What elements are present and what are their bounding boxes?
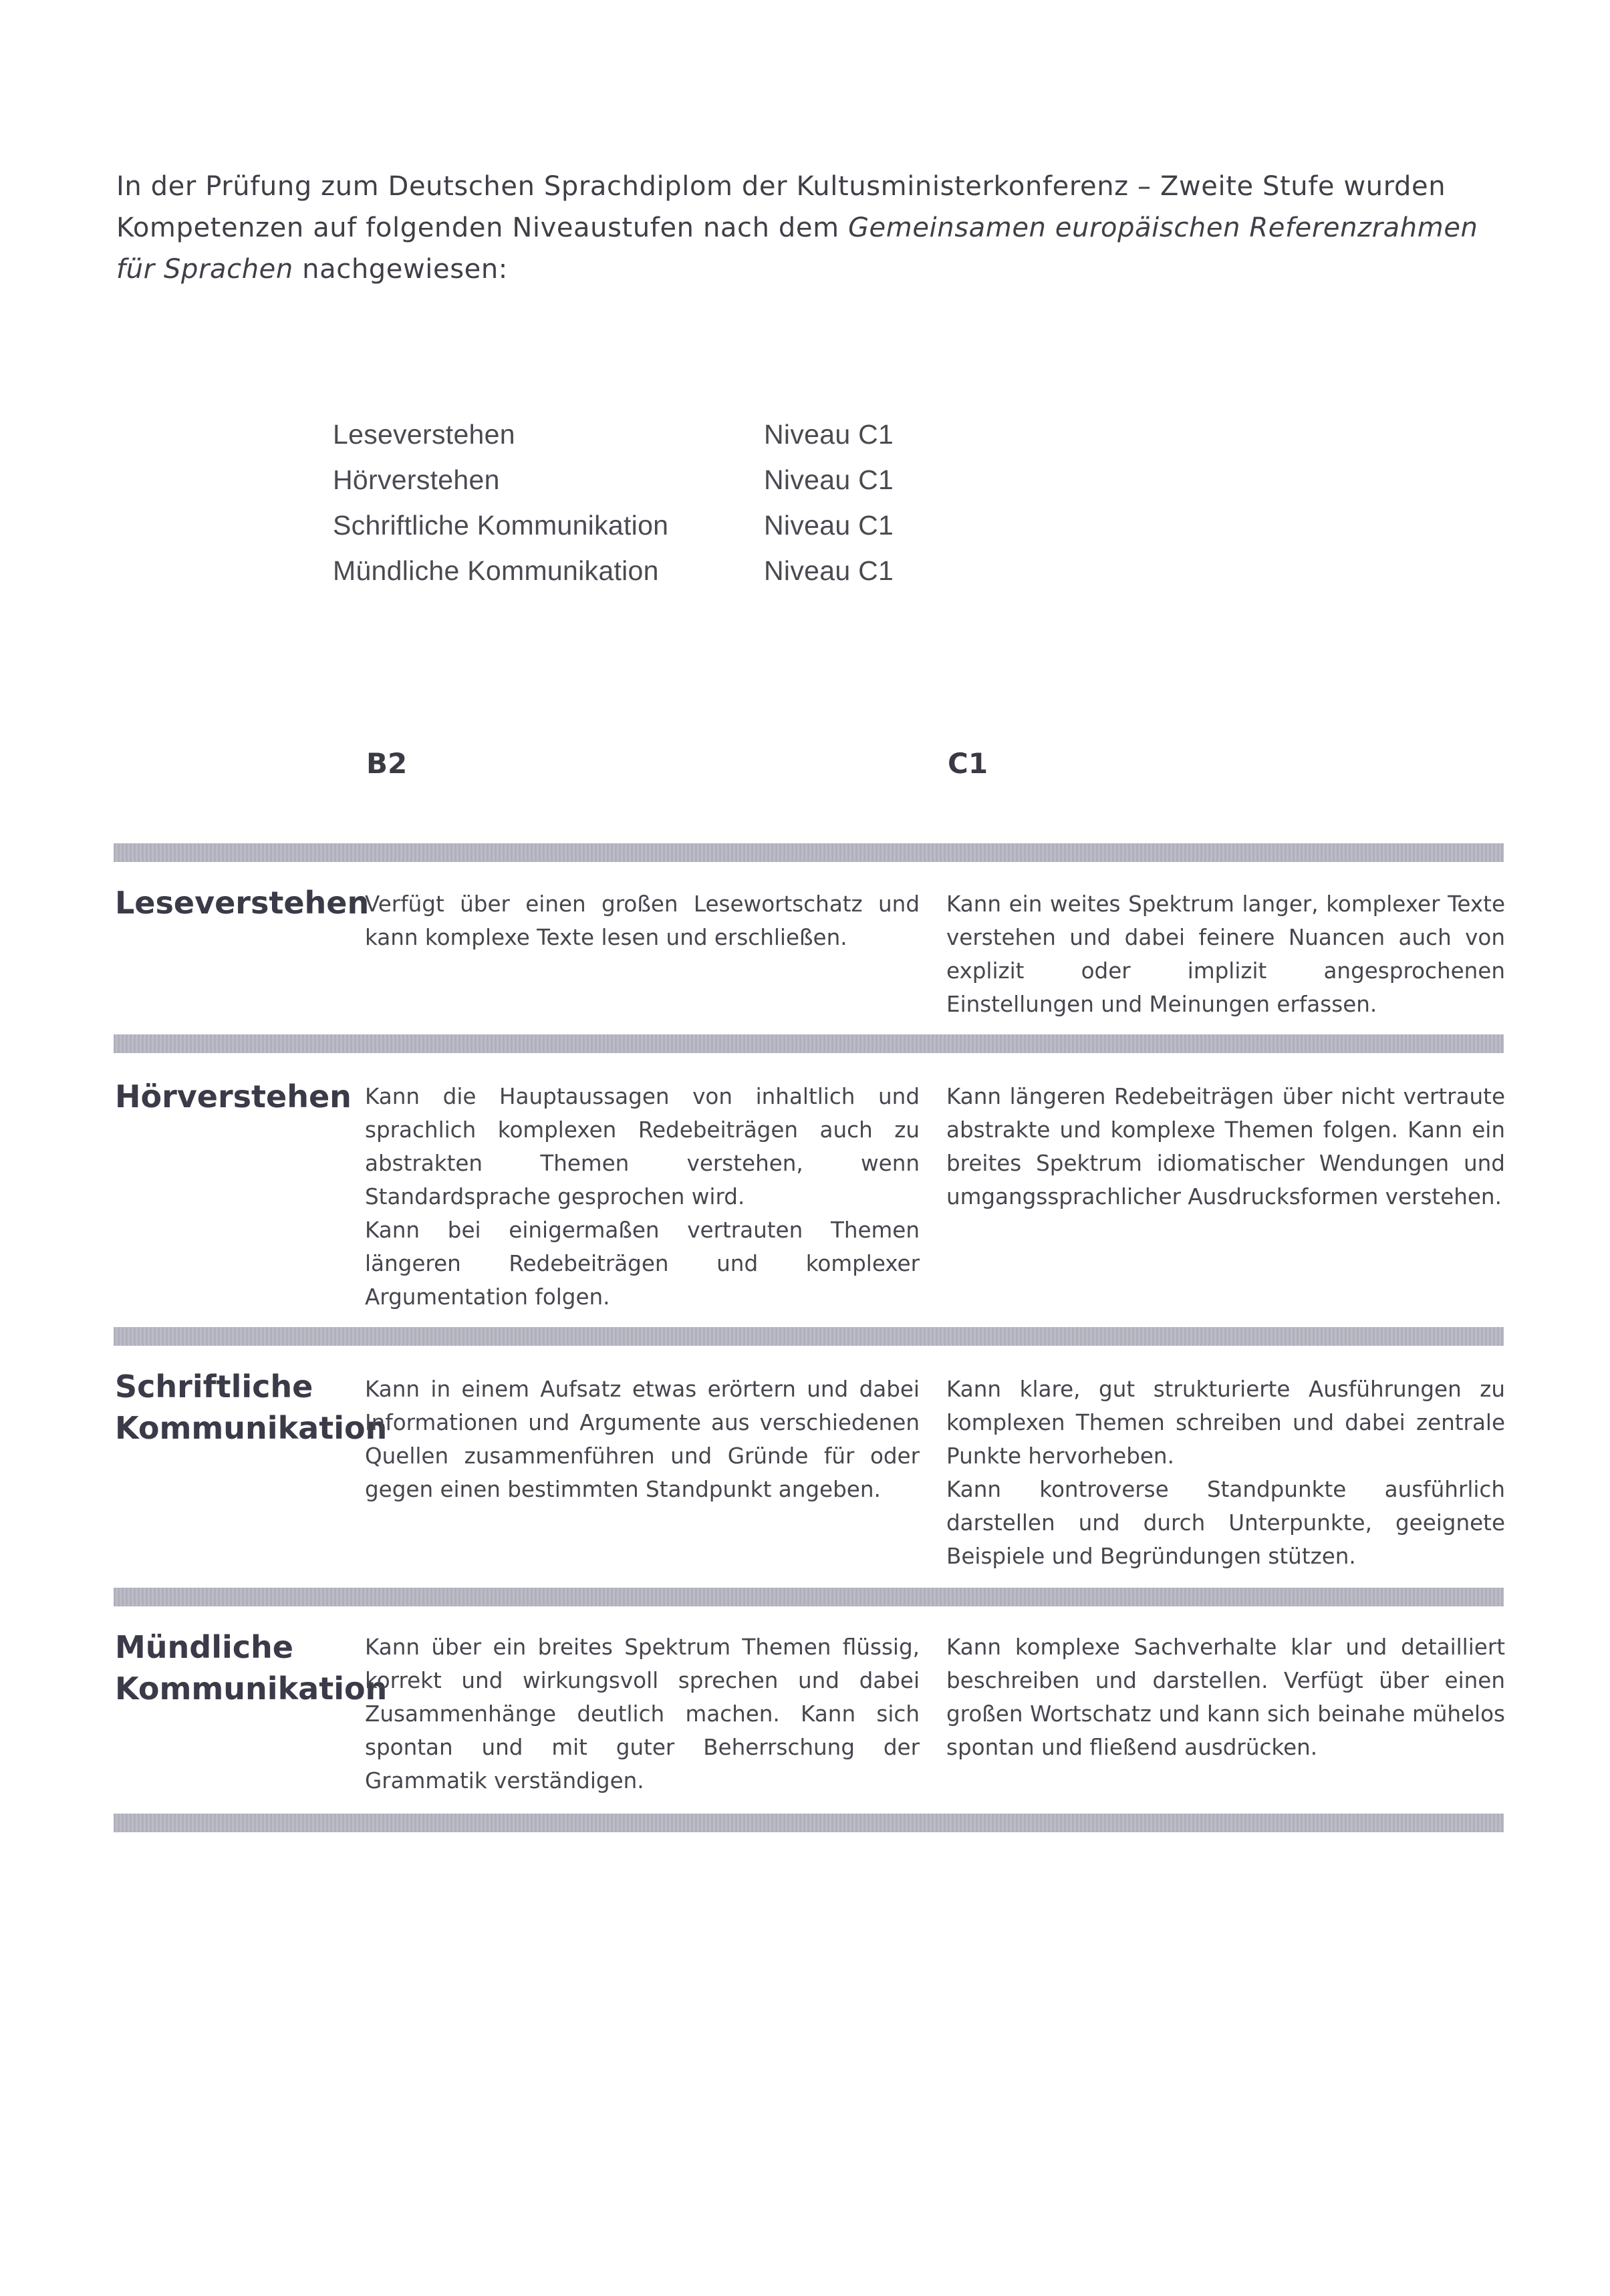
cell-b2-schriftliche-kommunikation: Kann in einem Aufsatz etwas erörtern und dabei Informationen und Argumente aus verschiedenen Quellen zusammenführen und Gründe für oder gegen einen bestimmten Standpunkt angeben. [365,1377,920,1502]
level-value: Niveau C1 [764,464,894,495]
intro-text-end: nachgewiesen: [293,254,508,285]
level-row [333,457,894,503]
table-divider [114,1588,1504,1606]
level-value: Niveau C1 [764,555,894,586]
level-value: Niveau C1 [764,510,894,541]
cell-c1-schriftliche-kommunikation: Kann klare, gut strukturierte Ausführungen zu komplexen Themen schreiben und dabei zentrale Punkte hervorheben. Kann kontroverse Standpunkte ausführlich darstellen und durch Unterpunkte, geeignete Beispiele und Begründungen stützen. [946,1377,1505,1569]
column-header-c1: C1 [948,747,988,780]
table-divider [114,1814,1504,1832]
row-label-schriftliche-kommunikation: Schriftliche Kommunikation [115,1369,388,1446]
intro-paragraph [116,166,1497,290]
level-row [333,548,894,593]
row-label-hoerverstehen: Hörverstehen [115,1079,352,1115]
level-skill: Hörverstehen [333,464,500,495]
table-divider [114,843,1504,862]
level-row [333,412,894,457]
level-row [333,503,894,548]
cell-c1-muendliche-kommunikation: Kann komplexe Sachverhalte klar und detailliert beschreiben und darstellen. Verfügt über einen großen Wortschatz und kann sich beinahe mühelos spontan und fließend ausdrücken. [946,1634,1505,1760]
level-summary-table [333,412,894,593]
cell-b2-muendliche-kommunikation: Kann über ein breites Spektrum Themen flüssig, korrekt und wirkungsvoll sprechen und dabei Zusammenhänge deutlich machen. Kann sich spontan und mit guter Beherrschung der Grammatik verständigen. [365,1634,920,1793]
intro-text-start: In der Prüfung zum Deutschen Sprachdiplom der Kultusministerkonferenz – Zweite Stufe wurden Kompetenzen auf folgenden Niveaustufen nach dem [116,171,1446,243]
level-value: Niveau C1 [764,419,894,450]
level-skill: Mündliche Kommunikation [333,555,659,586]
cell-b2-leseverstehen: Verfügt über einen großen Lesewortschatz und kann komplexe Texte lesen und erschließen. [365,891,920,950]
cell-c1-hoerverstehen: Kann längeren Redebeiträgen über nicht vertraute abstrakte und komplexe Themen folgen. Kann ein breites Spektrum idiomatischer Wendungen und umgangssprachlicher Ausdrucksformen verstehen. [946,1084,1505,1209]
level-skill: Schriftliche Kommunikation [333,510,669,541]
level-skill: Leseverstehen [333,419,515,450]
row-label-muendliche-kommunikation: Mündliche Kommunikation [115,1629,388,1707]
cell-c1-leseverstehen: Kann ein weites Spektrum langer, komplexer Texte verstehen und dabei feinere Nuancen auch von explizit oder implizit angesprochenen Einstellungen und Meinungen erfassen. [946,891,1505,1017]
table-divider [114,1327,1504,1346]
table-divider [114,1034,1504,1053]
column-header-b2: B2 [366,747,408,780]
row-label-leseverstehen: Leseverstehen [115,885,370,921]
cell-b2-hoerverstehen: Kann die Hauptaussagen von inhaltlich und sprachlich komplexen Redebeiträgen auch zu abstrakten Themen verstehen, wenn Standardsprache gesprochen wird. Kann bei einigermaßen vertrauten Themen längeren Redebeiträgen und komplexer Argumentation folgen. [365,1084,920,1310]
intro-emphasis: Gemeinsamen europäischen Referenzrahmen für Sprachen [116,212,1478,285]
